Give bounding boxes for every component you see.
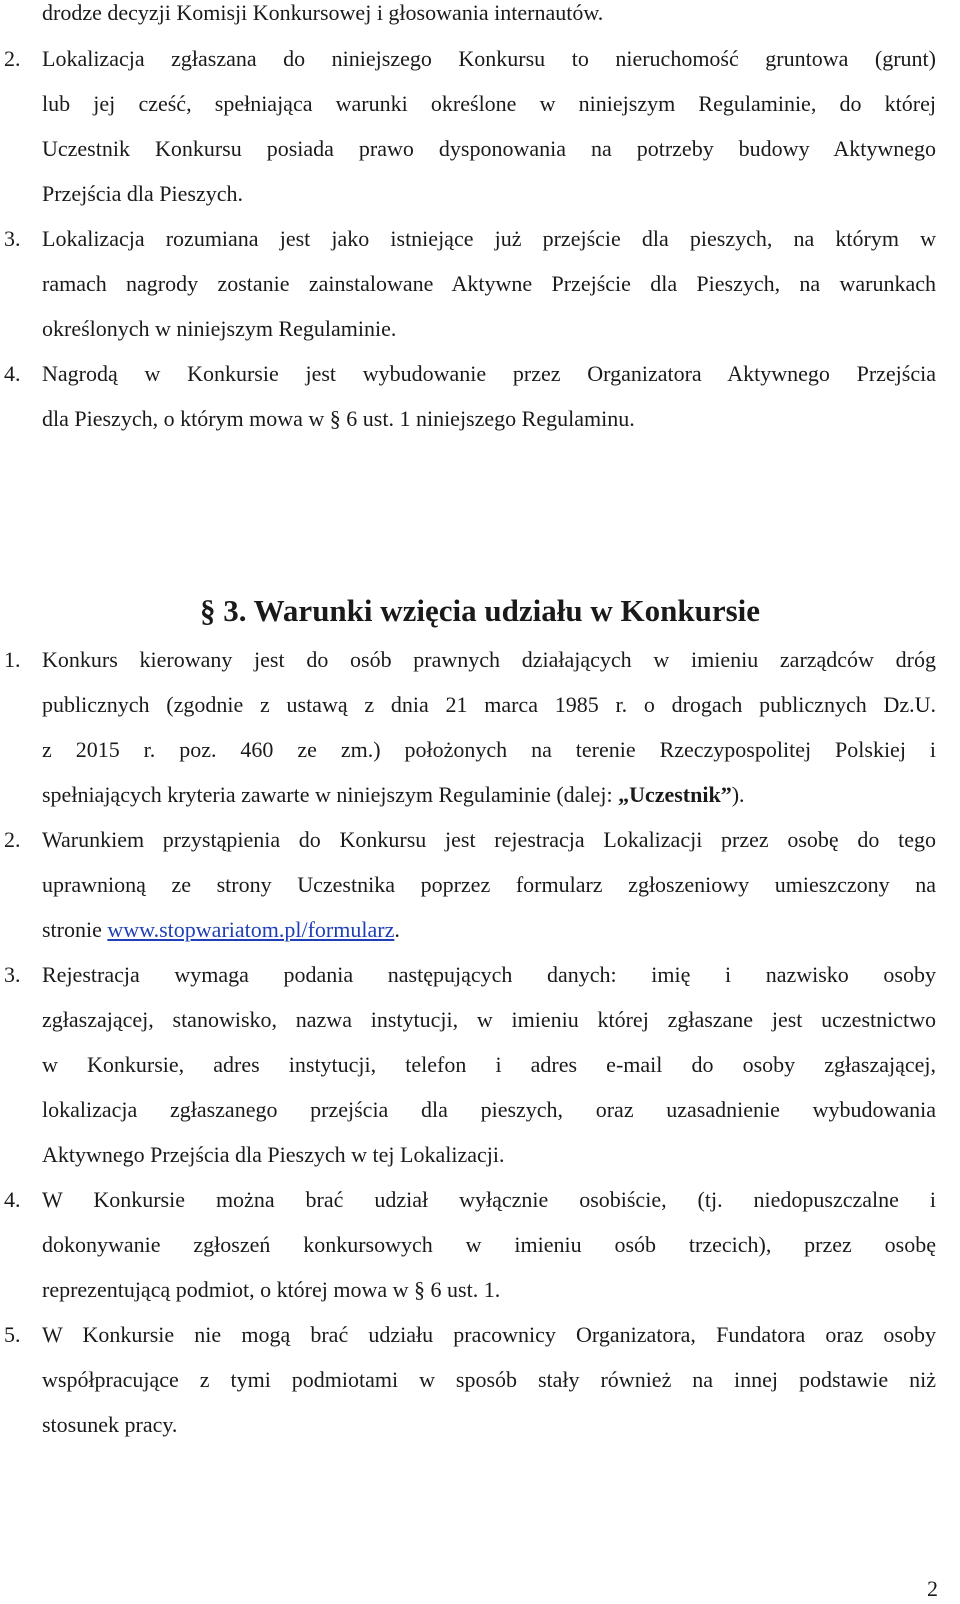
paragraph-line: uprawnioną ze strony Uczestnika poprzez formularz zgłoszeniowy umieszczony na xyxy=(42,872,936,897)
bold-term: „Uczestnik” xyxy=(618,782,732,807)
paragraph-line: dokonywanie zgłoszeń konkursowych w imieniu osób trzecich), przez osobę xyxy=(42,1232,936,1257)
paragraph-line: Aktywnego Przejścia dla Pieszych w tej Lokalizacji. xyxy=(42,1142,505,1167)
paragraph-line: Nagrodą w Konkursie jest wybudowanie przez Organizatora Aktywnego Przejścia xyxy=(42,361,936,386)
paragraph-line: z 2015 r. poz. 460 ze zm.) położonych na terenie Rzeczypospolitej Polskiej i xyxy=(42,737,936,762)
list-number: 1. xyxy=(4,647,21,672)
paragraph-line: w Konkursie, adres instytucji, telefon i adres e-mail do osoby zgłaszającej, xyxy=(42,1052,936,1077)
paragraph-line: współpracujące z tymi podmiotami w sposób stały również na innej podstawie niż xyxy=(42,1367,936,1392)
paragraph-line: W Konkursie nie mogą brać udziału pracownicy Organizatora, Fundatora oraz osoby xyxy=(42,1322,936,1347)
paragraph-line: Lokalizacja zgłaszana do niniejszego Konkursu to nieruchomość gruntowa (grunt) xyxy=(42,46,936,71)
paragraph-line: ramach nagrody zostanie zainstalowane Aktywne Przejście dla Pieszych, na warunkach xyxy=(42,271,936,296)
paragraph-line xyxy=(42,915,936,945)
paragraph-line: W Konkursie można brać udział wyłącznie osobiście, (tj. niedopuszczalne i xyxy=(42,1187,936,1212)
paragraph-line: Uczestnik Konkursu posiada prawo dysponowania na potrzeby budowy Aktywnego xyxy=(42,136,936,161)
page-number: 2 xyxy=(927,1576,938,1601)
list-number: 3. xyxy=(4,962,21,987)
paragraph-line: Lokalizacja rozumiana jest jako istniejące już przejście dla pieszych, na którym w xyxy=(42,226,936,251)
list-number: 2. xyxy=(4,46,21,71)
list-number: 2. xyxy=(4,827,21,852)
text-segment: ). xyxy=(731,782,745,807)
intro-text: drodze decyzji Komisji Konkursowej i głosowania internautów. xyxy=(42,0,604,25)
list-number: 4. xyxy=(4,1187,21,1212)
paragraph-line: lokalizacja zgłaszanego przejścia dla pieszych, oraz uzasadnienie wybudowania xyxy=(42,1097,936,1122)
list-number: 4. xyxy=(4,361,21,386)
section-heading: § 3. Warunki wzięcia udziału w Konkursie xyxy=(199,593,761,628)
paragraph-line xyxy=(42,780,936,810)
list-number: 3. xyxy=(4,226,21,251)
paragraph-line: stosunek pracy. xyxy=(42,1412,178,1437)
paragraph-line: Rejestracja wymaga podania następujących danych: imię i nazwisko osoby xyxy=(42,962,936,987)
paragraph-line: określonych w niniejszym Regulaminie. xyxy=(42,316,397,341)
paragraph-line: publicznych (zgodnie z ustawą z dnia 21 marca 1985 r. o drogach publicznych Dz.U. xyxy=(42,692,936,717)
text-segment: stronie xyxy=(42,917,108,942)
paragraph-line: dla Pieszych, o którym mowa w § 6 ust. 1 niniejszego Regulaminu. xyxy=(42,406,635,431)
paragraph-line: Warunkiem przystąpienia do Konkursu jest rejestracja Lokalizacji przez osobę do tego xyxy=(42,827,936,852)
paragraph-line: zgłaszającej, stanowisko, nazwa instytucji, w imieniu której zgłaszane jest uczestnictwo xyxy=(42,1007,936,1032)
paragraph-line: Konkurs kierowany jest do osób prawnych działających w imieniu zarządców dróg xyxy=(42,647,936,672)
paragraph-line: Przejścia dla Pieszych. xyxy=(42,181,243,206)
list-number: 5. xyxy=(4,1322,21,1347)
text-segment: . xyxy=(394,917,400,942)
form-link[interactable]: www.stopwariatom.pl/formularz xyxy=(107,917,395,942)
paragraph-line: lub jej cześć, spełniająca warunki określone w niniejszym Regulaminie, do której xyxy=(42,91,936,116)
paragraph-line: reprezentującą podmiot, o której mowa w § 6 ust. 1. xyxy=(42,1277,501,1302)
text-segment: spełniających kryteria zawarte w niniejszym Regulaminie (dalej: xyxy=(42,782,619,807)
